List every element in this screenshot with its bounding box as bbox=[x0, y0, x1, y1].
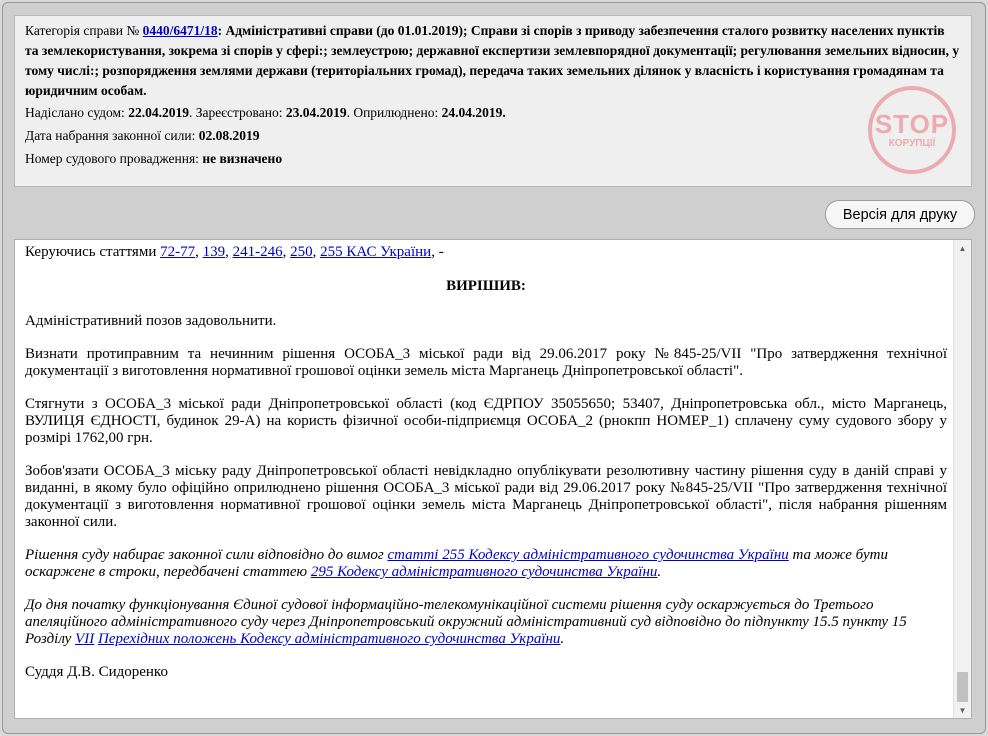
logo-text-stop: STOP bbox=[874, 109, 950, 139]
force-date-row bbox=[25, 126, 961, 146]
category-text: : Адміністративні справи (до 01.01.2019); Справи зі спорів з приводу забезпечення сталого розвитку населених пунктів та землекористування, зокрема зі спорів у сфері:; землеустрою; державної експертизи землевпорядної документації; регулювання земельних відносин, у тому числі:; розпорядження землями держави (територіальних громад), передача таких земельних ділянок у власність і користування громадянам та юридичним особам. bbox=[25, 23, 960, 98]
case-category bbox=[25, 21, 961, 101]
decision-text-panel bbox=[14, 239, 972, 719]
case-dates bbox=[25, 103, 961, 123]
separator: , bbox=[195, 244, 203, 260]
decision-paragraph-4: Зобов'язати ОСОБА_3 міську раду Дніпропетровської області невідкладно опублікувати резолютивну частину рішення суду в даній справі у виданні, в якому було офіційно оприлюднено рішення ОСОБА_3 міської ради від 29.06.2017 року №845-25/VII "Про затвердження технічної документації з виготовлення нормативної грошової оцінки земель міста Марганець Дніпропетровської області", після набрання рішенням законної сили. bbox=[25, 463, 947, 530]
case-info-panel bbox=[14, 15, 972, 187]
article-link-250[interactable]: 250 bbox=[290, 244, 313, 260]
transitional-text-a: До дня початку функціонування Єдиної судової інформаційно-телекомунікаційної системи рішення суду оскаржується до Третього апеляційного адміністративного суду через Дніпропетровський окружний адміністративний суд відповідно до підпункту 15.5 пункту 15 Розділу bbox=[25, 597, 907, 647]
appeal-text-a: Рішення суду набирає законної сили відповідно до вимог bbox=[25, 547, 388, 563]
transitional-paragraph bbox=[25, 597, 947, 648]
article-link-241-246[interactable]: 241-246 bbox=[232, 244, 283, 260]
case-number-link[interactable]: 0440/6471/18 bbox=[142, 23, 218, 38]
appeal-paragraph bbox=[25, 547, 947, 581]
category-prefix: Категорія справи № bbox=[25, 23, 143, 38]
section-vii-link[interactable]: VII bbox=[75, 631, 95, 647]
dates-period: . bbox=[502, 105, 506, 120]
sent-label: Надіслано судом: bbox=[25, 105, 129, 120]
decision-paragraph-2: Визнати протиправним та нечинним рішення ОСОБА_3 міської ради від 29.06.2017 року №845-25/VII "Про затвердження технічної документації з виготовлення нормативної грошової оцінки земель міста Марганець Дніпропетровської області". bbox=[25, 346, 947, 379]
decision-heading: ВИРІШИВ: bbox=[446, 278, 526, 294]
guided-by-paragraph bbox=[25, 244, 947, 261]
article-link-255-kas[interactable]: 255 КАС України bbox=[320, 244, 432, 260]
registered-date: 23.04.2019 bbox=[285, 105, 347, 120]
scroll-up-arrow-icon[interactable]: ▲ bbox=[958, 243, 967, 253]
separator: , bbox=[282, 244, 291, 260]
transitional-text-c: . bbox=[560, 631, 565, 647]
vertical-scrollbar[interactable] bbox=[953, 240, 971, 718]
article-295-link[interactable]: 295 Кодексу адміністративного судочинства України bbox=[310, 564, 658, 580]
force-date: 02.08.2019 bbox=[198, 128, 260, 143]
guided-prefix: Керуючись статтями bbox=[25, 244, 161, 260]
judge-signature: Суддя Д.В. Сидоренко bbox=[25, 664, 168, 680]
stop-corruption-logo bbox=[868, 86, 956, 174]
sent-date: 22.04.2019 bbox=[128, 105, 189, 120]
scroll-down-arrow-icon[interactable]: ▼ bbox=[958, 705, 967, 715]
registered-label: . Зареєстровано: bbox=[188, 105, 286, 120]
transitional-provisions-link[interactable]: Перехідних положень Кодексу адміністративного судочинства України bbox=[98, 631, 561, 647]
proceeding-value: не визначено bbox=[202, 151, 283, 166]
appeal-text-b: та може бути оскаржене в строки, передбачені статтею bbox=[25, 547, 888, 580]
published-date: 24.04.2019 bbox=[441, 105, 503, 120]
article-255-link[interactable]: статті 255 Кодексу адміністративного судочинства України bbox=[387, 547, 789, 563]
scrollbar-thumb[interactable] bbox=[957, 672, 968, 702]
proceeding-label: Номер судового провадження: bbox=[25, 151, 203, 166]
published-label: . Оприлюднено: bbox=[346, 105, 442, 120]
article-link-139[interactable]: 139 bbox=[202, 244, 226, 260]
logo-text-corruption: КОРУПЦІЇ bbox=[888, 138, 936, 149]
decision-content bbox=[25, 244, 947, 697]
force-label: Дата набрання законної сили: bbox=[25, 128, 199, 143]
appeal-text-c: . bbox=[657, 564, 662, 580]
decision-paragraph-1: Адміністративний позов задовольнити. bbox=[25, 313, 277, 329]
separator: , bbox=[312, 244, 321, 260]
proceeding-row bbox=[25, 149, 961, 169]
article-link-72-77[interactable]: 72-77 bbox=[160, 244, 196, 260]
separator: , bbox=[225, 244, 233, 260]
guided-suffix: , - bbox=[431, 244, 444, 260]
print-version-button[interactable]: Версія для друку bbox=[825, 200, 975, 229]
decision-paragraph-3: Стягнути з ОСОБА_3 міської ради Дніпропетровської області (код ЄДРПОУ 35055650; 53407, Дніпропетровська обл., місто Марганець, ВУЛИЦЯ ЄДНОСТІ, будинок 29-А) на користь фізичної особи-підприємця ОСОБА_2 (рнокпп НОМЕР_1) сплачену суму судового збору у розмірі 1762,00 грн. bbox=[25, 396, 947, 446]
